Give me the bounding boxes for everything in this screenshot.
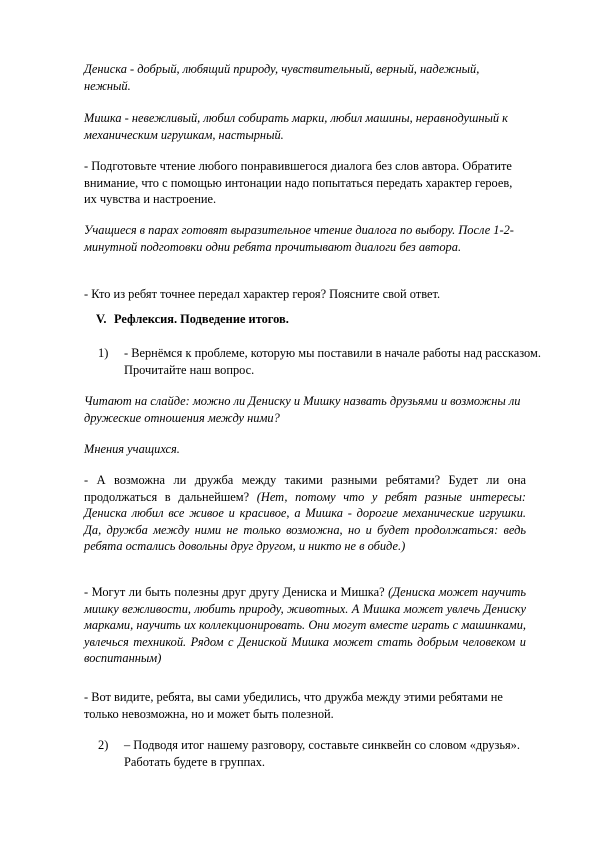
section-heading <box>96 311 289 328</box>
paragraph-slide-question: Читают на слайде: можно ли Дениску и Мишку назвать друзьями и возможны ли дружеские отношения между ними? <box>84 394 521 425</box>
question-text: - Могут ли быть полезны друг другу Дениска и Мишка? <box>84 585 385 599</box>
paragraph-student-opinions: Мнения учащихся. <box>84 442 180 456</box>
paragraph-question-character: - Кто из ребят точнее передал характер героя? Поясните свой ответ. <box>84 287 441 301</box>
item-number: 1) <box>98 346 109 360</box>
paragraph-pairs-reading: Учащиеся в парах готовят выразительное чтение диалога по выбору. После 1-2-минутной подготовки одни ребята прочитывают диалоги без автора. <box>84 223 514 254</box>
item-text: - Вернёмся к проблеме, которую мы поставили в начале работы над рассказом. Прочитайте наш вопрос. <box>124 346 541 377</box>
paragraph-useful-question <box>84 584 526 667</box>
answer-text: (Нет, потому что у ребят разные интересы: Дениска любил все живое и красивое, а Мишка - дорогие механические игрушки. Да, дружба между ними не только возможна, но и будет продолжаться: ведь ребята остались довольны друг другом, и никто не в обиде.) <box>84 489 526 553</box>
section-title: Рефлексия. Подведение итогов. <box>114 312 289 326</box>
item-number: 2) <box>98 738 109 752</box>
answer-text: (Дениска может научить мишку вежливости, любить природу, животных. А Мишка может увлечь Дениску марками, научить их коллекционировать. Они могут вместе играть с машинками, увлечься техникой. Рядом с Дениской Мишка может стать добрым человеком и воспитанным) <box>84 585 526 665</box>
paragraph-friendship-question <box>84 472 526 555</box>
item-text: – Подводя итог нашему разговору, составьте синквейн со словом «друзья». Работать будете в группах. <box>124 738 520 769</box>
question-text: - А возможна ли дружба между такими разными ребятами? Будет ли она продолжаться в дальнейшем? <box>84 473 526 504</box>
paragraph-conclusion: - Вот видите, ребята, вы сами убедились, что дружба между этими ребятами не только невозможна, но и может быть полезной. <box>84 690 503 721</box>
paragraph-dialog-task: - Подготовьте чтение любого понравившегося диалога без слов автора. Обратите внимание, что с помощью интонации надо попытаться передать характер героев, их чувства и настроение. <box>84 159 513 206</box>
section-number: V. <box>96 312 107 326</box>
paragraph-mishka-traits: Мишка - невежливый, любил собирать марки, любил машины, неравнодушный к механическим игрушкам, настырный. <box>84 111 508 142</box>
paragraph-deniska-traits: Дениска - добрый, любящий природу, чувствительный, верный, надежный, нежный. <box>84 62 480 93</box>
